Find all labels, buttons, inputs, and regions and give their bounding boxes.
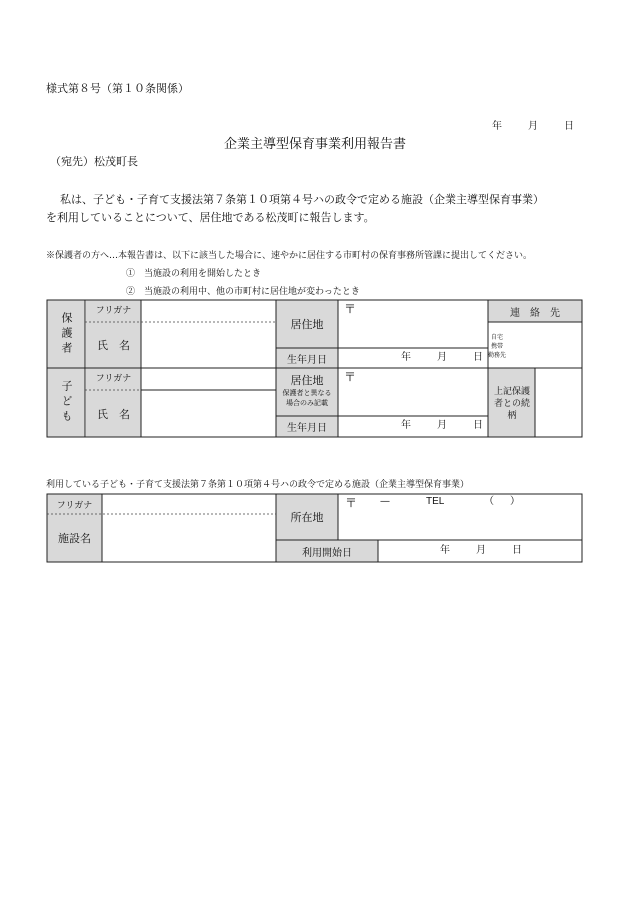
relation-label: 上記保護者との続柄 [494,387,531,421]
document-title: 企業主導型保育事業利用報告書 [223,137,406,152]
guardian-residence-label: 居住地 [290,318,324,331]
child-label: 子ども [60,380,73,425]
facility-name-label: 施設名 [58,532,91,545]
child-residence-note: 保護者と異なる場合のみ記載 [282,389,332,407]
guardian-furigana-label: フリガナ [95,305,132,316]
notice-item-1: ① 当施設の利用を開始したとき [126,269,262,279]
guardian-label: 保護者 [60,311,73,357]
notice-item-2: ② 当施設の利用中、他の市町村に居住地が変わったとき [126,287,360,297]
facility-caption: 利用している子ども・子育て支援法第７条第１０項第４号ハの政令で定める施設（企業主導型保育事業） [46,480,470,490]
guardian-birth-month: 月 [437,352,447,363]
child-residence-label: 居住地 [290,374,324,387]
child-postal-mark: 〒 [344,370,357,384]
guardian-name-label: 氏 名 [97,339,130,352]
facility-tel-label: TEL [426,496,445,507]
contact-work-label: 勤務先 [488,352,507,359]
child-birth-month: 月 [437,420,447,431]
facility-postal-mark: 〒 [345,496,358,510]
facility-tel-paren-close: ） [510,496,520,507]
contact-mobile-label: 携帯 [491,343,504,350]
child-name-label: 氏 名 [97,407,130,421]
child-birth-day: 日 [473,420,483,431]
child-furigana-label: フリガナ [95,373,132,384]
start-date-year: 年 [440,545,450,556]
notice-intro: ※保護者の方へ…本報告書は、以下に該当した場合に、速やかに居住する市町村の保育事務所管課に提出してください。 [46,251,533,261]
start-date-day: 日 [512,545,522,556]
contact-header: 連 絡 先 [510,307,560,319]
facility-location-label: 所在地 [290,511,324,524]
contact-home-label: 自宅 [491,334,504,341]
guardian-birth-day: 日 [473,352,483,363]
date-month-label: 月 [528,121,538,132]
start-date-label: 利用開始日 [302,547,352,559]
guardian-postal-mark: 〒 [344,302,357,316]
date-year-label: 年 [492,121,502,132]
start-date-month: 月 [476,545,486,556]
child-birthdate-label: 生年月日 [287,423,327,434]
guardian-birthdate-label: 生年月日 [287,354,327,366]
body-line-2: を利用していることについて、居住地である松茂町に報告します。 [46,211,375,224]
facility-furigana-label: フリガナ [56,500,93,511]
date-day-label: 日 [564,121,574,132]
facility-postal-dash: — [380,496,390,507]
addressee: （宛先）松茂町長 [50,155,138,168]
facility-tel-paren-open: （ [484,496,494,507]
form-number: 様式第８号（第１０条関係） [46,82,189,95]
guardian-birth-year: 年 [401,352,411,363]
child-birth-year: 年 [401,420,411,431]
body-line-1: 私は、子ども・子育て支援法第７条第１０項第４号ハの政令で定める施設（企業主導型保育事業） [60,193,544,206]
